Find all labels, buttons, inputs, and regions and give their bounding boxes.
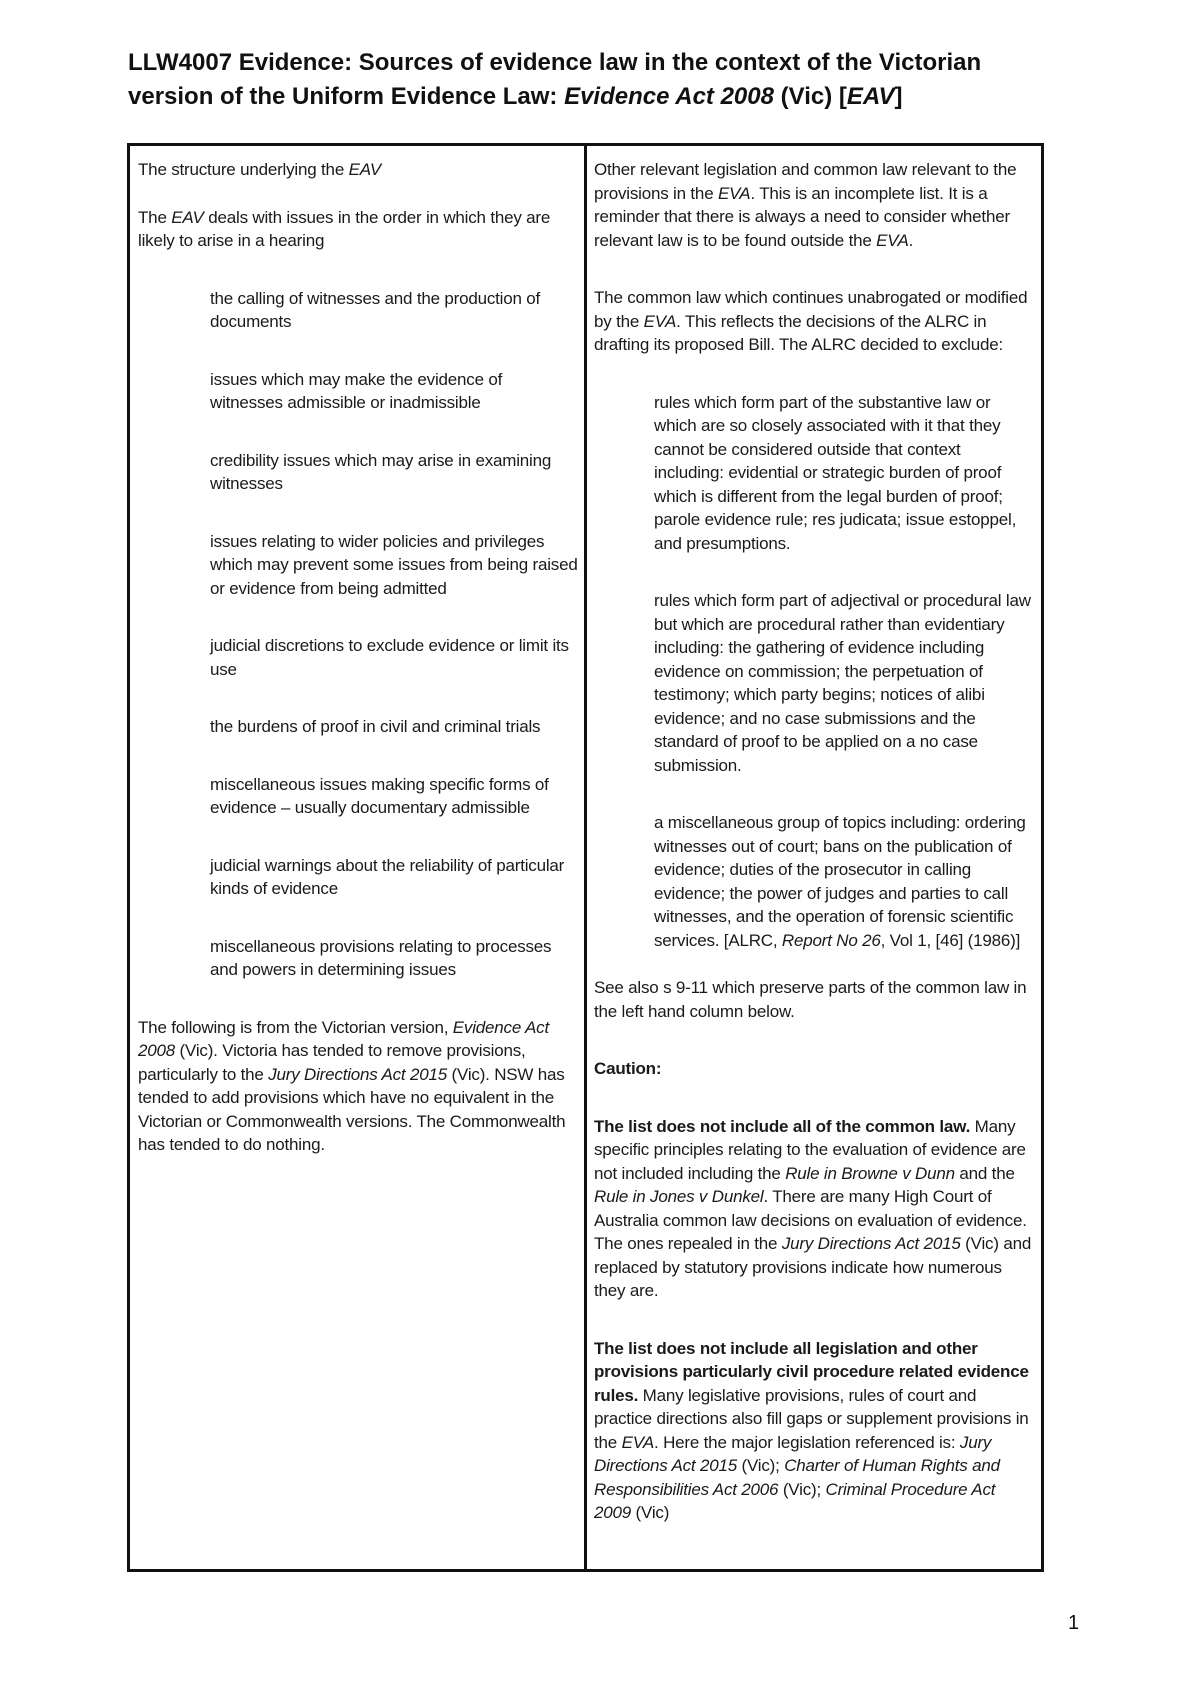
document-title [128, 46, 1088, 114]
list-item: issues which may make the evidence of witnesses admissible or inadmissible [210, 369, 503, 412]
list-item: judicial discretions to exclude evidence or limit its use [210, 636, 569, 679]
list-item: rules which form part of adjectival or procedural law but which are procedural rather than evidentiary including: the gathering of evidence including evidence on commission; the perpetuation of testimony; which party begins; notices of alibi evidence; and no case submissions and the standard of proof to be applied on a no case submission. [654, 591, 1031, 775]
left-heading: The structure underlying the EAV [138, 160, 382, 179]
right-column [594, 158, 1034, 1525]
list-item: miscellaneous issues making specific forms of evidence – usually documentary admissible [210, 774, 549, 817]
see-also-paragraph: See also s 9-11 which preserve parts of the common law in the left hand column below. [594, 978, 1027, 1021]
title-line2-end: ] [894, 83, 903, 110]
page-number: 1 [1068, 1612, 1080, 1634]
list-item: issues relating to wider policies and privileges which may prevent some issues from being raised or evidence from being admitted [210, 531, 578, 598]
right-intro: Other relevant legislation and common law relevant to the provisions in the EVA. This is an incomplete list. It is a reminder that there is always a need to consider whether relevant law is to be found outside the EVA. [594, 160, 1017, 250]
list-item: the burdens of proof in civil and criminal trials [210, 717, 541, 736]
list-item: a miscellaneous group of topics including: ordering witnesses out of court; bans on the publication of evidence; duties of the prosecutor in calling evidence; the power of judges and parties to call witnesses, and the operation of forensic scientific services. [ALRC, Report No 26, Vol 1, [46] (1986)] [654, 813, 1026, 950]
title-act-name: Evidence Act 2008 [564, 83, 774, 110]
common-law-paragraph: The common law which continues unabrogated or modified by the EVA. This reflects the decisions of the ALRC in drafting its proposed Bill. The ALRC decided to exclude: [594, 288, 1028, 354]
left-intro: The EAV deals with issues in the order in which they are likely to arise in a hearing [138, 207, 551, 250]
caution-legislation: The list does not include all legislation and other provisions particularly civil procedure related evidence rules. Many legislative provisions, rules of court and practice directions also fill gaps or supplement provisions in the EVA. Here the major legislation referenced is: Jury Directions Act 2015 (Vic); Charter of Human Rights and Responsibilities Act 2006 (Vic); Criminal Procedure Act 2009 (Vic) [594, 1338, 1029, 1522]
title-line2-prefix: version of the Uniform Evidence Law: [128, 83, 565, 110]
column-divider [584, 143, 587, 1572]
title-line2-mid: (Vic) [ [773, 83, 847, 110]
list-item: credibility issues which may arise in examining witnesses [210, 450, 552, 493]
caution-heading: Caution: [594, 1059, 662, 1078]
list-item: the calling of witnesses and the production of documents [210, 288, 541, 331]
caution-common-law: The list does not include all of the common law. Many specific principles relating to the evaluation of evidence are not included including the Rule in Browne v Dunn and the Rule in Jones v Dunkel. There are many High Court of Australia common law decisions on evaluation of evidence. The ones repealed in the Jury Directions Act 2015 (Vic) and replaced by statutory provisions indicate how numerous they are. [594, 1116, 1032, 1300]
list-item: judicial warnings about the reliability of particular kinds of evidence [210, 855, 565, 898]
left-closing-paragraph: The following is from the Victorian version, Evidence Act 2008 (Vic). Victoria has tended to remove provisions, particularly to the Jury Directions Act 2015 (Vic). NSW has tended to add provisions which have no equivalent in the Victorian or Commonwealth versions. The Commonwealth has tended to do nothing. [138, 1017, 566, 1154]
list-item: miscellaneous provisions relating to processes and powers in determining issues [210, 936, 552, 979]
title-abbr: EAV [846, 83, 895, 110]
title-line1: LLW4007 Evidence: Sources of evidence law in the context of the Victorian [128, 49, 982, 76]
list-item: rules which form part of the substantive law or which are so closely associated with it that they cannot be considered outside that context including: evidential or strategic burden of proof which is different from the legal burden of proof; parole evidence rule; res judicata; issue estoppel, and presumptions. [654, 392, 1017, 553]
left-column [138, 158, 578, 1157]
